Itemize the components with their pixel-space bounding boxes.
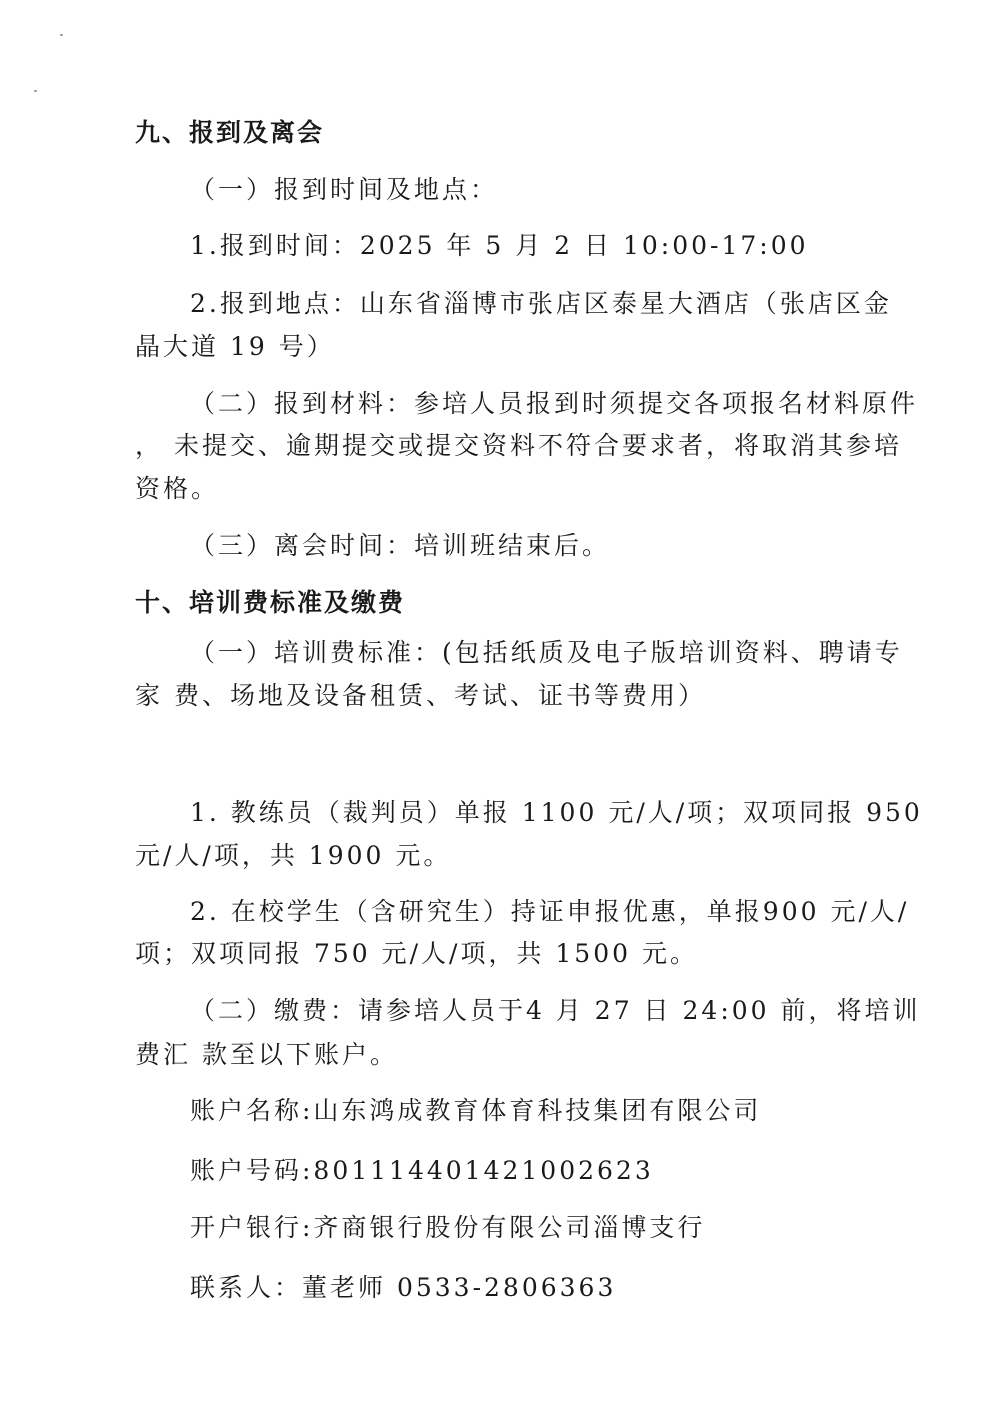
fee-coach-line2: 元/人/项，共 1900 元。 xyxy=(135,841,452,870)
scan-speck xyxy=(60,34,63,36)
section-9-heading: 九、报到及离会 xyxy=(135,118,325,147)
account-number: 账户号码:801114401421002623 xyxy=(190,1156,654,1185)
checkin-location-line2: 晶大道 19 号） xyxy=(135,332,335,361)
fee-coach-line1: 1. 教练员（裁判员）单报 1100 元/人/项；双项同报 950 xyxy=(190,798,923,827)
section-9-sub1-title: （一）报到时间及地点： xyxy=(190,175,499,204)
fee-standard-line1: （一）培训费标准：(包括纸质及电子版培训资料、聘请专 xyxy=(190,638,903,667)
checkin-location-line1: 2.报到地点：山东省淄博市张店区泰星大酒店（张店区金 xyxy=(190,289,892,318)
scan-speck xyxy=(34,90,37,92)
section-10-heading: 十、培训费标准及缴费 xyxy=(135,588,406,617)
fee-student-line1: 2. 在校学生（含研究生）持证申报优惠，单报900 元/人/ xyxy=(190,897,910,926)
checkin-materials-line2: ， 未提交、逾期提交或提交资料不符合要求者，将取消其参培 xyxy=(135,431,902,460)
checkin-materials-line1: （二）报到材料：参培人员报到时须提交各项报名材料原件 xyxy=(190,389,919,418)
account-name: 账户名称:山东鸿成教育体育科技集团有限公司 xyxy=(190,1096,762,1125)
payment-line1: （二）缴费：请参培人员于4 月 27 日 24:00 前，将培训 xyxy=(190,996,921,1025)
fee-student-line2: 项；双项同报 750 元/人/项，共 1500 元。 xyxy=(135,939,698,968)
checkin-materials-line3: 资格。 xyxy=(135,474,220,503)
fee-standard-line2: 家 费、场地及设备租赁、考试、证书等费用） xyxy=(135,681,706,710)
payment-line2: 费汇 款至以下账户。 xyxy=(135,1040,398,1069)
contact-person: 联系人：董老师 0533-2806363 xyxy=(190,1273,617,1302)
account-bank: 开户银行:齐商银行股份有限公司淄博支行 xyxy=(190,1213,706,1242)
checkin-time: 1.报到时间：2025 年 5 月 2 日 10:00-17:00 xyxy=(190,231,809,260)
departure-time: （三）离会时间：培训班结束后。 xyxy=(190,531,611,560)
